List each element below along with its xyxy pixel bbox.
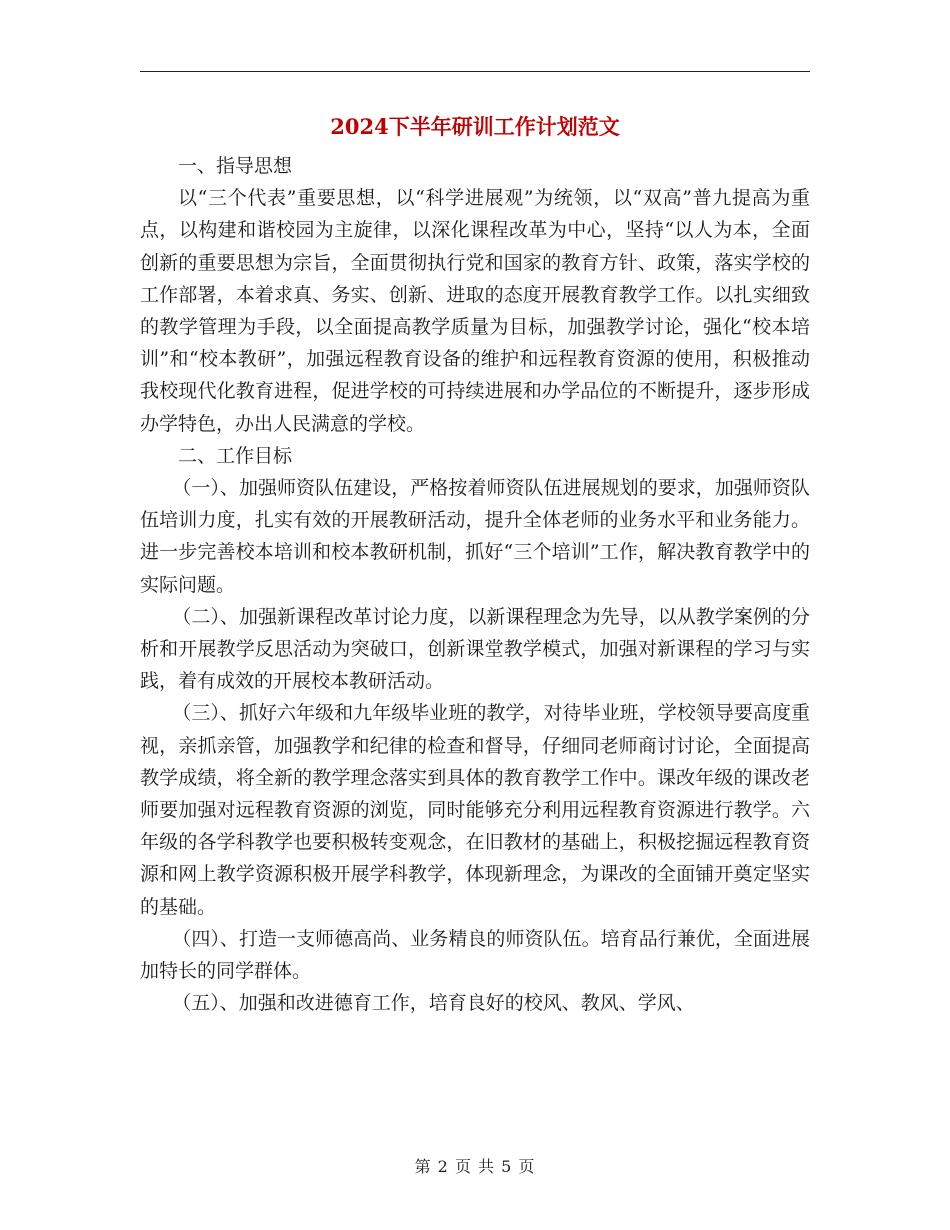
paragraph-goal-5: （五）、加强和改进德育工作，培育良好的校风、教风、学风、 [172,992,695,1015]
page-number-footer: 第 2 页 共 5 页 [414,1157,536,1176]
paragraph-goal-1: （一）、加强师资队伍建设，严格按着师资队伍进展规划的要求，加强师资队伍培训力度，扎实有效的开展教研活动，提升全体老师的业务水平和业务能力。进一步完善校本培训和校本教研机制，抓好“三个培训”工作，解决教育教学中的实际问题。 [140,477,810,596]
paragraph-guiding-ideology: 以“三个代表”重要思想，以“科学进展观”为统领，以“双高”普九提高为重点，以构建和谐校园为主旋律，以深化课程改革为中心，坚持“以人为本，全面创新的重要思想为宗旨，全面贯彻执行党和国家的教育方针、政策，落实学校的工作部署，本着求真、务实、创新、进取的态度开展教育教学工作。以扎实细致的教学管理为手段，以全面提高教学质量为目标，加强教学讨论，强化“校本培训”和“校本教研”，加强远程教育设备的维护和远程教育资源的使用，积极推动我校现代化教育进程，促进学校的可持续进展和办学品位的不断提升，逐步形成办学特色，办出人民满意的学校。 [140,187,810,435]
document-title: 2024下半年研训工作计划范文 [330,114,620,139]
paragraph-goal-2: （二）、加强新课程改革讨论力度，以新课程理念为先导，以从教学案例的分析和开展教学反思活动为突破口，创新课堂教学模式，加强对新课程的学习与实践，着有成效的开展校本教研活动。 [140,605,810,693]
paragraph-goal-4: （四）、打造一支师德高尚、业务精良的师资队伍。培育品行兼优，全面进展加特长的同学群体。 [140,927,810,983]
paragraph-goal-3: （三）、抓好六年级和九年级毕业班的教学，对待毕业班，学校领导要高度重视，亲抓亲管，加强教学和纪律的检查和督导，仔细同老师商讨讨论，全面提高教学成绩，将全新的教学理念落实到具体的教育教学工作中。课改年级的课改老师要加强对远程教育资源的浏览，同时能够充分利用远程教育资源进行教学。六年级的各学科教学也要积极转变观念，在旧教材的基础上，积极挖掘远程教育资源和网上教学资源积极开展学科教学，体现新理念，为课改的全面铺开奠定坚实的基础。 [140,702,810,918]
section-heading-guiding: 一、指导思想 [178,155,293,177]
document-body [140,150,810,1019]
section-heading-goals: 二、工作目标 [178,444,293,467]
header-rule [140,71,810,72]
